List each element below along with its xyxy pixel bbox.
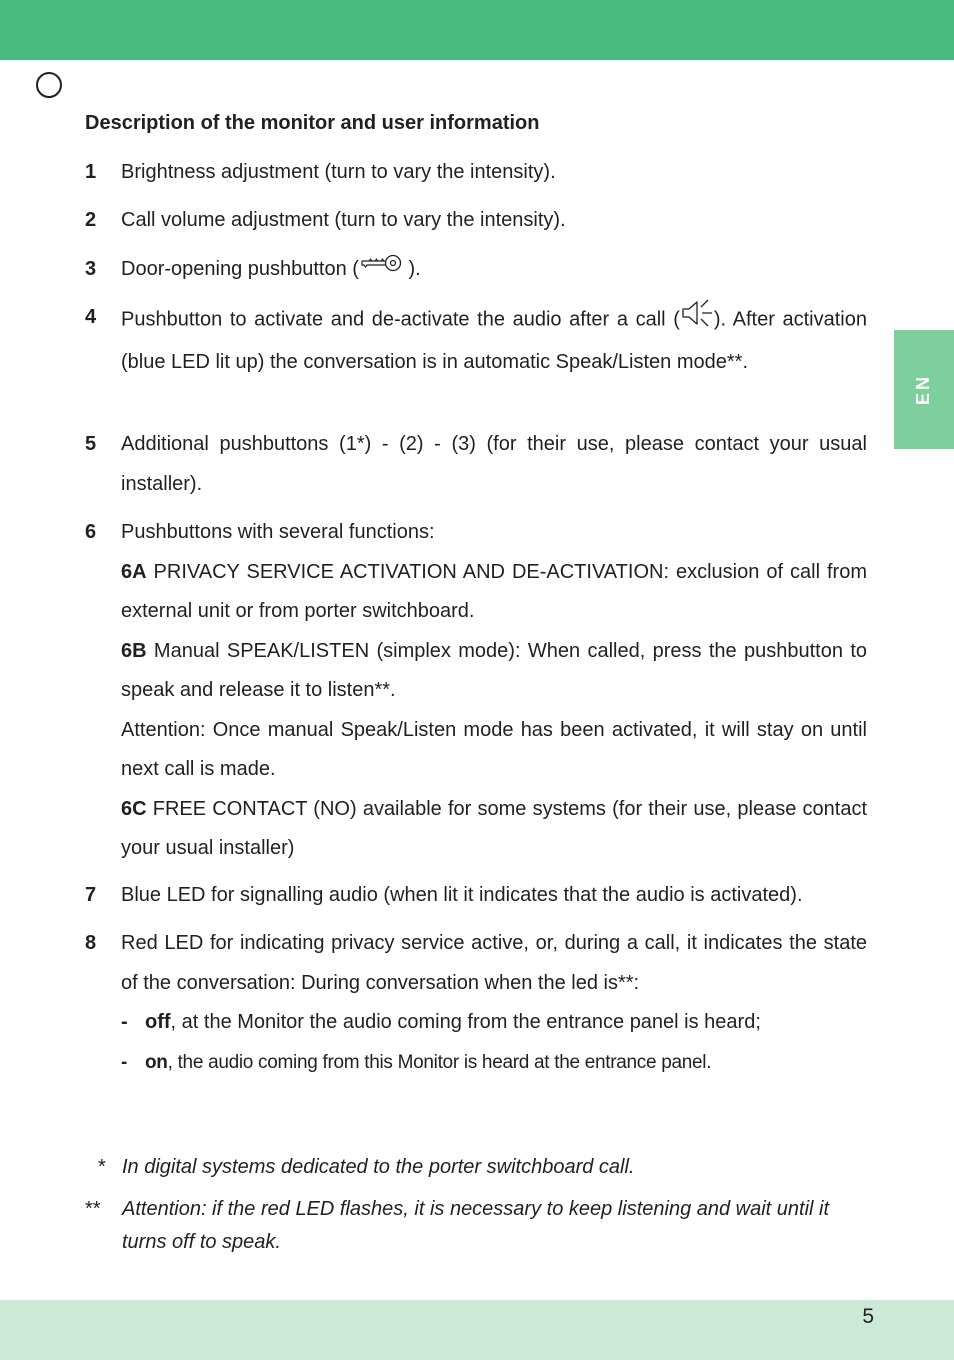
bullet-label: on — [145, 1051, 168, 1073]
page-number: 5 — [862, 1305, 874, 1328]
item-number: 1 — [85, 161, 97, 183]
bottom-color-band — [0, 1300, 954, 1360]
item-text-before: Pushbutton to activate and de-activate the audio after a call ( — [121, 308, 680, 331]
item-text: Call volume adjustment (turn to vary the intensity). — [121, 209, 566, 231]
item-text-before: Door-opening pushbutton ( — [121, 258, 359, 281]
sub-item-label: 6A — [121, 560, 147, 583]
bullet-text: , at the Monitor the audio coming from the entrance panel is heard; — [170, 1011, 761, 1033]
list-item-4 — [85, 298, 867, 382]
sub-item-6a — [121, 553, 867, 632]
item-text-after: ). After activation (blue LED lit up) the conversation is in automatic Speak/Listen mode**. — [121, 308, 867, 373]
item-number: 3 — [85, 258, 97, 280]
item-text: Blue LED for signalling audio (when lit it indicates that the audio is activated). — [121, 884, 803, 906]
circle-mark-icon — [36, 72, 62, 98]
footnote-text: Attention: if the red LED flashes, it is necessary to keep listening and wait until it turns off to speak. — [122, 1198, 830, 1253]
item-number: 6 — [85, 521, 97, 543]
item-number: 5 — [85, 433, 97, 455]
bullet-on — [121, 1043, 867, 1083]
language-tab-label: EN — [913, 373, 934, 406]
list-item-2 — [85, 201, 867, 241]
footnote-1 — [85, 1151, 869, 1184]
sub-item-text: Manual SPEAK/LISTEN (simplex mode): When called, press the pushbutton to speak and release it to listen**. — [121, 639, 867, 701]
top-color-band — [0, 0, 954, 60]
footnote-mark: * — [98, 1156, 106, 1178]
bullet-dash: - — [121, 1051, 128, 1073]
sub-item-text: PRIVACY SERVICE ACTIVATION AND DE-ACTIVATION: exclusion of call from external unit or from porter switchboard. — [121, 560, 867, 622]
list-item-7 — [85, 876, 867, 916]
item-number: 2 — [85, 209, 97, 231]
sub-item-text: FREE CONTACT (NO) available for some systems (for their use, please contact your usual installer) — [121, 797, 867, 859]
footnote-2 — [85, 1193, 869, 1259]
list-item-1 — [85, 153, 867, 193]
list-item-8 — [85, 924, 867, 1082]
footnote-mark: ** — [85, 1198, 101, 1220]
language-tab — [894, 330, 954, 449]
sub-item-6b — [121, 632, 867, 711]
item-text: Red LED for indicating privacy service active, or, during a call, it indicates the state of the conversation: During conversation when the led is**: — [121, 932, 867, 994]
item-number: 4 — [85, 306, 97, 328]
item-text: Brightness adjustment (turn to vary the intensity). — [121, 161, 556, 183]
item-text: Additional pushbuttons (1*) - (2) - (3) (for their use, please contact your usual installer). — [121, 433, 867, 495]
list-item-5 — [85, 425, 867, 504]
item-text-after: ). — [402, 258, 421, 281]
section-title: Description of the monitor and user information — [85, 112, 540, 134]
list-item-6 — [85, 513, 867, 869]
speaker-icon — [680, 298, 714, 343]
sub-item-label: 6B — [121, 639, 147, 662]
sub-item-label: 6C — [121, 797, 147, 820]
sub-item-6c — [121, 790, 867, 869]
bullet-dash: - — [121, 1011, 128, 1033]
item-number: 8 — [85, 932, 97, 954]
bullet-label: off — [145, 1011, 171, 1033]
attention-note — [121, 711, 867, 790]
item-text: Pushbuttons with several functions: — [121, 521, 435, 543]
bullet-text: , the audio coming from this Monitor is heard at the entrance panel. — [167, 1051, 712, 1073]
footnote-text: In digital systems dedicated to the porter switchboard call. — [122, 1156, 635, 1178]
list-item-3 — [85, 250, 867, 290]
item-number: 7 — [85, 884, 97, 906]
bullet-off — [121, 1003, 867, 1043]
key-icon — [359, 250, 403, 290]
sub-item-text: Attention: Once manual Speak/Listen mode has been activated, it will stay on until next call is made. — [121, 718, 867, 780]
